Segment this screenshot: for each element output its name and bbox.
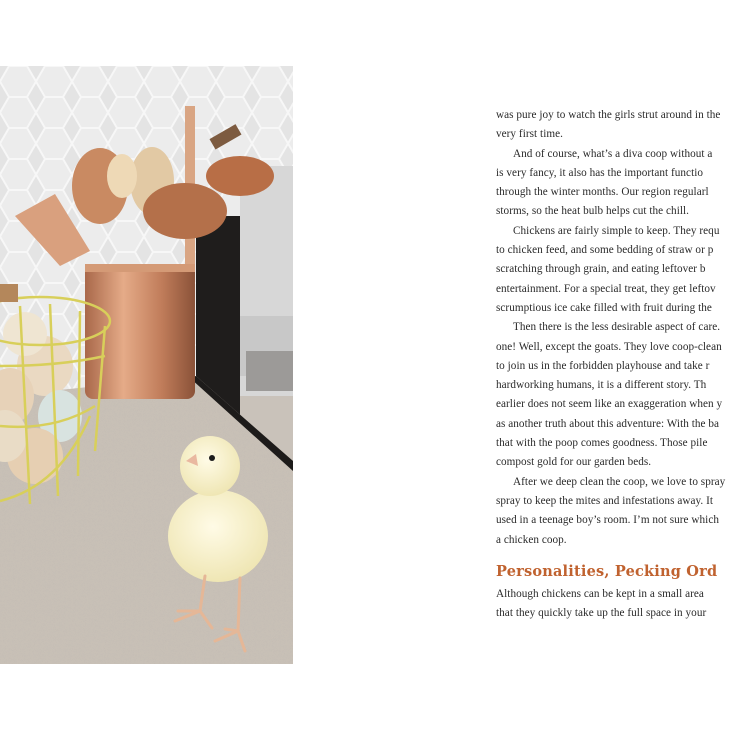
text-line: Then there is the less desirable aspect of care. [513,321,721,334]
chick-photo-illustration [0,66,293,664]
text-line: hardworking humans, it is a different story. Th [496,379,707,392]
text-line: a chicken coop. [496,533,567,546]
text-line: compost gold for our garden beds. [496,456,652,469]
section-heading: Personalities, Pecking Ord [496,562,718,580]
text-line: was pure joy to watch the girls strut around in the [496,109,721,121]
text-line: After we deep clean the coop, we love to spray [513,475,726,488]
text-line: one! Well, except the goats. They love coop-clean [496,340,722,353]
text-line: Although chickens can be kept in a small area [496,587,704,600]
text-line: used in a teenage boy’s room. I’m not sure which [496,514,719,527]
text-line: to chicken feed, and some bedding of straw or p [496,244,714,257]
body-text-column [496,106,730,623]
text-line: that with the poop comes goodness. Those pile [496,437,708,450]
chick-photo [0,66,293,664]
text-line: through the winter months. Our region regularl [496,186,709,199]
text-line: storms, so the heat bulb helps cut the chill. [496,205,690,218]
text-line: scratching through grain, and eating leftover b [496,263,706,276]
text-line: earlier does not seem like an exaggeration when y [496,398,723,411]
text-line: to join us in the forbidden playhouse and take r [496,359,710,372]
text-line: that they quickly take up the full space in your [496,607,707,620]
text-line: scrumptious ice cake filled with fruit during the [496,301,712,314]
text-line: Chickens are fairly simple to keep. They requ [513,224,720,237]
text-line: And of course, what’s a diva coop without a [513,147,713,160]
text-line: entertainment. For a special treat, they get leftov [496,282,716,295]
text-line: is very fancy, it also has the important functio [496,166,704,179]
text-line: very first time. [496,128,563,141]
text-line: as another truth about this adventure: With the ba [496,417,720,430]
text-line: spray to keep the mites and infestations away. It [496,494,714,507]
